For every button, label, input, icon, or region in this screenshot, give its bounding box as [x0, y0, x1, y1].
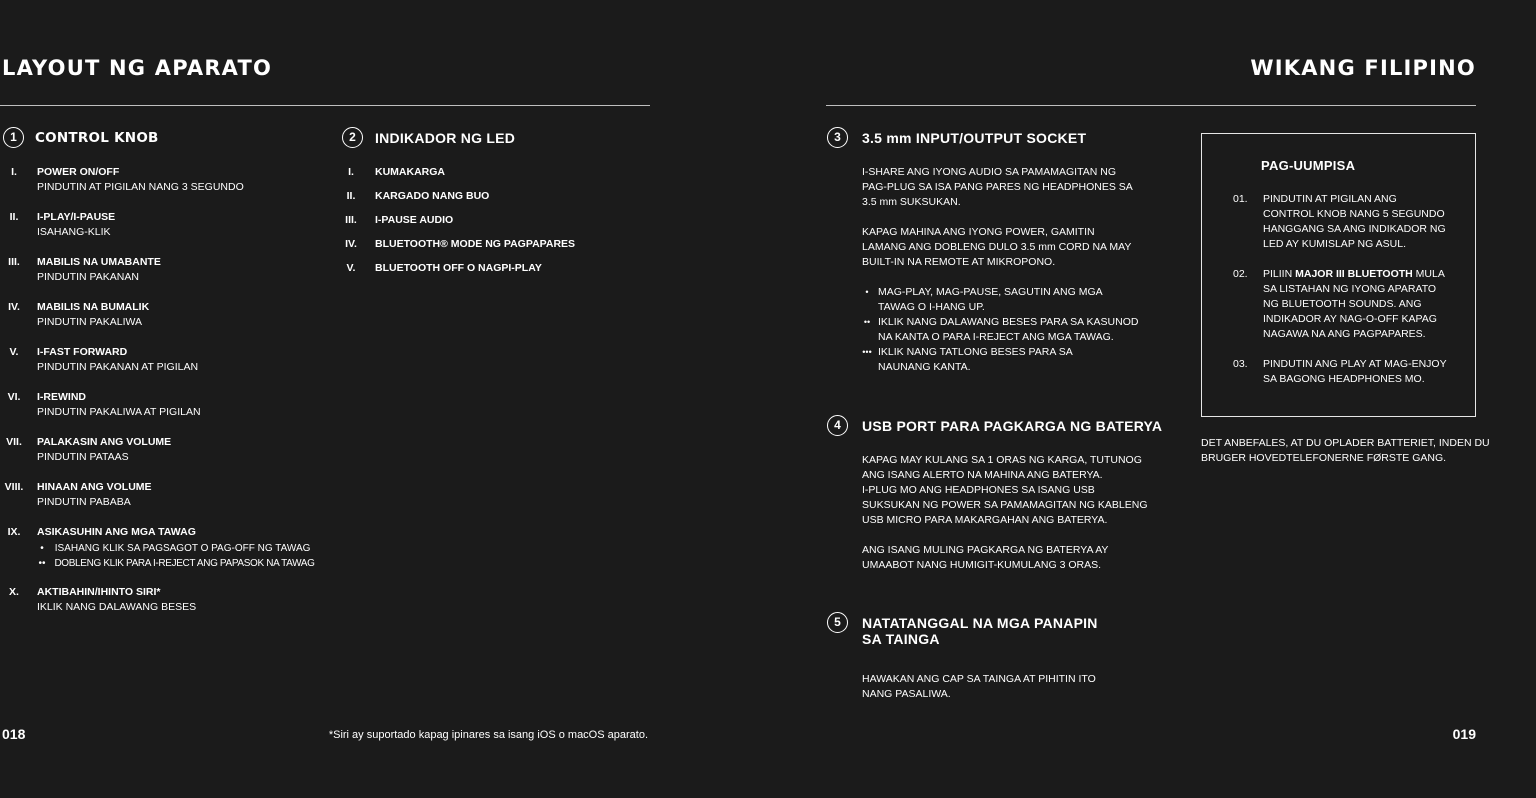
call-bullet	[32, 541, 310, 556]
step-number: 03.	[1233, 358, 1248, 370]
section-number-2: 2	[342, 127, 363, 148]
item-description: PINDUTIN PAKALIWA AT PIGILAN	[37, 406, 201, 418]
ear-pads-heading: NATATANGGAL NA MGA PANAPIN SA TAINGA	[862, 615, 1098, 647]
left-page-number: 018	[2, 726, 26, 742]
bullet-text: ISAHANG KLIK SA PAGSAGOT O PAG-OFF NG TAWAG	[54, 543, 311, 554]
item-description: IKLIK NANG DALAWANG BESES	[37, 601, 197, 613]
control-knob-heading: CONTROL KNOB	[35, 130, 159, 146]
bullet-text: IKLIK NANG DALAWANG BESES PARA SA KASUNOD NA KANTA O PARA I-REJECT ANG MGA TAWAG.	[878, 316, 1139, 343]
item-label: PALAKASIN ANG VOLUME	[37, 436, 172, 448]
ear-pads-text: HAWAKAN ANG CAP SA TAINGA AT PIHITIN ITO NANG PASALIWA.	[862, 673, 1096, 700]
input-socket-share-text: I-SHARE ANG IYONG AUDIO SA PAMAMAGITAN NG PAG-PLUG SA ISA PANG PARES NG HEADPHONES SA 3.5 mm SUKSUKAN.	[862, 166, 1133, 208]
item-label: BLUETOOTH OFF O NAGPI-PLAY	[375, 262, 542, 274]
bullet-mark: •	[865, 287, 869, 297]
step-text-after: MULA SA LISTAHAN NG IYONG APARATO NG BLUETOOTH SOUNDS. ANG INDIKADOR AY NAG-O-OFF KAPAG NAGAWA NA ANG PAGPAPARES.	[1263, 268, 1445, 340]
item-numeral: II.	[9, 211, 19, 223]
bullet-mark: •••	[862, 347, 872, 357]
item-numeral: II.	[346, 190, 356, 202]
item-description: PINDUTIN PAKALIWA	[37, 316, 143, 328]
item-label: I-PAUSE AUDIO	[375, 214, 454, 226]
item-description: PINDUTIN PAKANAN	[37, 271, 139, 283]
item-numeral: VI.	[7, 391, 21, 403]
input-socket-heading: 3.5 mm INPUT/OUTPUT SOCKET	[862, 130, 1087, 146]
step-text: PINDUTIN AT PIGILAN ANG CONTROL KNOB NANG 5 SEGUNDO HANGGANG SA ANG INDIKADOR NG LED AY KUMISLAP NG ASUL.	[1263, 193, 1446, 250]
step-number: 01.	[1233, 193, 1248, 205]
item-label: I-PLAY/I-PAUSE	[37, 211, 116, 223]
step-text-before: PILIIN	[1263, 268, 1296, 280]
item-description: PINDUTIN PATAAS	[37, 451, 129, 463]
call-bullet	[32, 556, 315, 571]
section-number-1: 1	[3, 127, 24, 148]
step-number: 02.	[1233, 268, 1248, 280]
section-number-4: 4	[827, 415, 848, 436]
item-numeral: V.	[9, 346, 19, 358]
left-page-title: LAYOUT NG APARATO	[2, 56, 273, 80]
product-name: MAJOR III BLUETOOTH	[1295, 268, 1413, 280]
bullet-text: MAG-PLAY, MAG-PAUSE, SAGUTIN ANG MGA TAWAG O I-HANG UP.	[878, 286, 1103, 313]
bullet-text: IKLIK NANG TATLONG BESES PARA SA NAUNANG KANTA.	[878, 346, 1073, 373]
bullet-mark: •	[40, 543, 44, 554]
item-numeral: V.	[346, 262, 356, 274]
item-description: ISAHANG-KLIK	[37, 226, 111, 238]
item-numeral: IV.	[8, 301, 20, 313]
item-label: AKTIBAHIN/IHINTO SIRI*	[37, 586, 161, 598]
item-description: PINDUTIN PABABA	[37, 496, 131, 508]
left-title-divider	[0, 105, 650, 106]
usb-port-heading: USB PORT PARA PAGKARGA NG BATERYA	[862, 418, 1163, 434]
item-label: MABILIS NA UMABANTE	[37, 256, 161, 268]
item-description: PINDUTIN PAKANAN AT PIGILAN	[37, 361, 199, 373]
item-numeral: VII.	[6, 436, 22, 448]
right-page-number: 019	[1452, 726, 1476, 742]
item-label: POWER ON/OFF	[37, 166, 120, 178]
item-numeral: III.	[8, 256, 20, 268]
item-description: PINDUTIN AT PIGILAN NANG 3 SEGUNDO	[37, 181, 244, 193]
getting-started-box	[1201, 133, 1476, 417]
step-text: PINDUTIN ANG PLAY AT MAG-ENJOY SA BAGONG HEADPHONES MO.	[1263, 358, 1447, 385]
item-numeral: IV.	[345, 238, 357, 250]
bullet-text: DOBLENG KLIK PARA I-REJECT ANG PAPASOK NA TAWAG	[54, 558, 315, 569]
item-label: HINAAN ANG VOLUME	[37, 481, 152, 493]
item-numeral: III.	[345, 214, 357, 226]
led-indicator-heading: INDIKADOR NG LED	[375, 130, 516, 146]
item-numeral: VIII.	[4, 481, 24, 493]
item-numeral: IX.	[7, 526, 21, 538]
usb-port-recharge-text: ANG ISANG MULING PAGKARGA NG BATERYA AY UMAABOT NANG HUMIGIT-KUMULANG 3 ORAS.	[862, 544, 1109, 571]
right-page-title: WIKANG FILIPINO	[1250, 56, 1476, 80]
item-label: MABILIS NA BUMALIK	[37, 301, 150, 313]
item-label: KARGADO NANG BUO	[375, 190, 490, 202]
step-text	[1263, 267, 1473, 342]
section-number-5: 5	[827, 612, 848, 633]
item-numeral: X.	[9, 586, 19, 598]
siri-footnote: *Siri ay suportado kapag ipinares sa isang iOS o macOS aparato.	[328, 729, 648, 741]
item-label: I-REWIND	[37, 391, 86, 403]
section-number-3: 3	[827, 127, 848, 148]
item-label: I-FAST FORWARD	[37, 346, 128, 358]
right-title-divider	[826, 105, 1476, 106]
input-socket-cord-text: KAPAG MAHINA ANG IYONG POWER, GAMITIN LAMANG ANG DOBLENG DULO 3.5 mm CORD NA MAY BUILT-IN NA REMOTE AT MIKROPONO.	[862, 226, 1132, 268]
item-label: KUMAKARGA	[375, 166, 445, 178]
battery-note: DET ANBEFALES, AT DU OPLADER BATTERIET, INDEN DU BRUGER HOVEDTELEFONERNE FØRSTE GANG.	[1201, 437, 1490, 464]
item-numeral: I.	[11, 166, 17, 178]
item-label: BLUETOOTH® MODE NG PAGPAPARES	[375, 238, 576, 250]
item-numeral: I.	[348, 166, 354, 178]
bullet-mark: ••	[38, 558, 46, 569]
getting-started-title: PAG-UUMPISA	[1261, 158, 1356, 173]
bullet-mark: ••	[863, 317, 871, 327]
item-label: ASIKASUHIN ANG MGA TAWAG	[37, 526, 196, 538]
usb-port-charging-text: KAPAG MAY KULANG SA 1 ORAS NG KARGA, TUTUNOG ANG ISANG ALERTO NA MAHINA ANG BATERYA. I-PLUG MO ANG HEADPHONES SA ISANG USB SUKSUKAN NG POWER SA PAMAMAGITAN NG KABLENG USB MICRO PARA MAKARGAHAN ANG BATERYA.	[862, 454, 1148, 526]
